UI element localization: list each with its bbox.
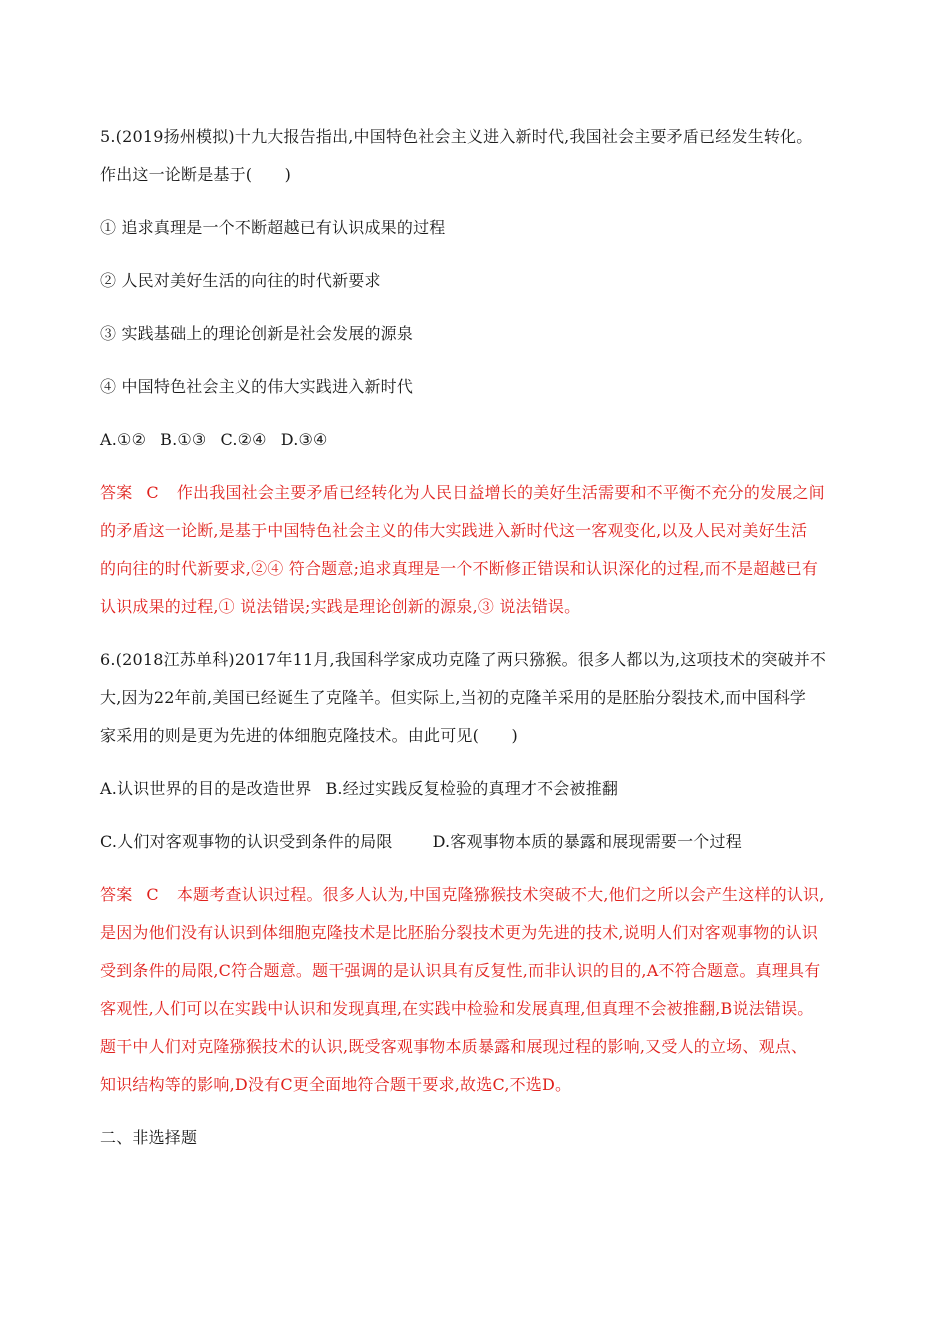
q6-option-c: C.人们对客观事物的认识受到条件的局限 [100,832,393,851]
q6-answer-line-6: 知识结构等的影响,D没有C更全面地符合题干要求,故选C,不选D。 [100,1075,572,1094]
q5-answer-key: C [146,483,159,502]
q5-statement-2: ② 人民对美好生活的向往的时代新要求 [100,271,381,290]
q5-answer-line-4: 认识成果的过程,① 说法错误;实践是理论创新的源泉,③ 说法错误。 [100,597,581,616]
q6-option-b: B.经过实践反复检验的真理才不会被推翻 [325,779,619,798]
section-heading: 二、非选择题 [100,1128,198,1147]
q6-answer-line-2: 是因为他们没有认识到体细胞克隆技术是比胚胎分裂技术更为先进的技术,说明人们对客观事物的认识 [100,923,819,942]
q5-option-c: C.②④ [220,430,267,449]
q6-stem-line-3: 家采用的则是更为先进的体细胞克隆技术。由此可见( ) [100,726,518,745]
q6-answer-line-4: 客观性,人们可以在实践中认识和发现真理,在实践中检验和发展真理,但真理不会被推翻,B说法错误。 [100,999,814,1018]
q6-answer-line-1 [100,876,850,914]
q6-answer-key: C [146,885,159,904]
q5-statement-1: ① 追求真理是一个不断超越已有认识成果的过程 [100,218,446,237]
q5-options [100,421,850,459]
q5-answer-line-3: 的向往的时代新要求,②④ 符合题意;追求真理是一个不断修正错误和认识深化的过程,而不是超越已有 [100,559,819,578]
q5-statement-4: ④ 中国特色社会主义的伟大实践进入新时代 [100,377,414,396]
q5-option-d: D.③④ [280,430,328,449]
q5-stem-line-1: 5.(2019扬州模拟)十九大报告指出,中国特色社会主义进入新时代,我国社会主要矛盾已经发生转化。 [100,127,813,146]
q6-options-row-2 [100,823,850,861]
question-5 [100,118,850,194]
q5-answer [100,474,850,626]
document-page [100,118,850,1157]
q6-answer-line-5: 题干中人们对克隆猕猴技术的认识,既受客观事物本质暴露和展现过程的影响,又受人的立场、观点、 [100,1037,808,1056]
q5-option-b: B.①③ [160,430,207,449]
q6-answer-line-3: 受到条件的局限,C符合题意。题干强调的是认识具有反复性,而非认识的目的,A不符合题意。真理具有 [100,961,821,980]
question-6 [100,641,850,755]
q6-options-row-1 [100,770,850,808]
q6-answer [100,876,850,1104]
q5-option-a: A.①② [100,430,147,449]
q5-answer-text: 作出我国社会主要矛盾已经转化为人民日益增长的美好生活需要和不平衡不充分的发展之间 [176,483,825,502]
q6-stem-line-2: 大,因为22年前,美国已经诞生了克隆羊。但实际上,当初的克隆羊采用的是胚胎分裂技术,而中国科学 [100,688,807,707]
q6-answer-text: 本题考查认识过程。很多人认为,中国克隆猕猴技术突破不大,他们之所以会产生这样的认识, [176,885,825,904]
q5-stem-line-2: 作出这一论断是基于( ) [100,165,292,184]
q5-answer-line-2: 的矛盾这一论断,是基于中国特色社会主义的伟大实践进入新时代这一客观变化,以及人民对美好生活 [100,521,808,540]
q6-option-d: D.客观事物本质的暴露和展现需要一个过程 [432,832,742,851]
q5-answer-label: 答案 [100,483,133,502]
q5-statement-3: ③ 实践基础上的理论创新是社会发展的源泉 [100,324,414,343]
q6-option-a: A.认识世界的目的是改造世界 [100,779,312,798]
q6-stem-line-1: 6.(2018江苏单科)2017年11月,我国科学家成功克隆了两只猕猴。很多人都以为,这项技术的突破并不 [100,650,827,669]
q6-answer-label: 答案 [100,885,133,904]
q5-answer-line-1 [100,474,850,512]
